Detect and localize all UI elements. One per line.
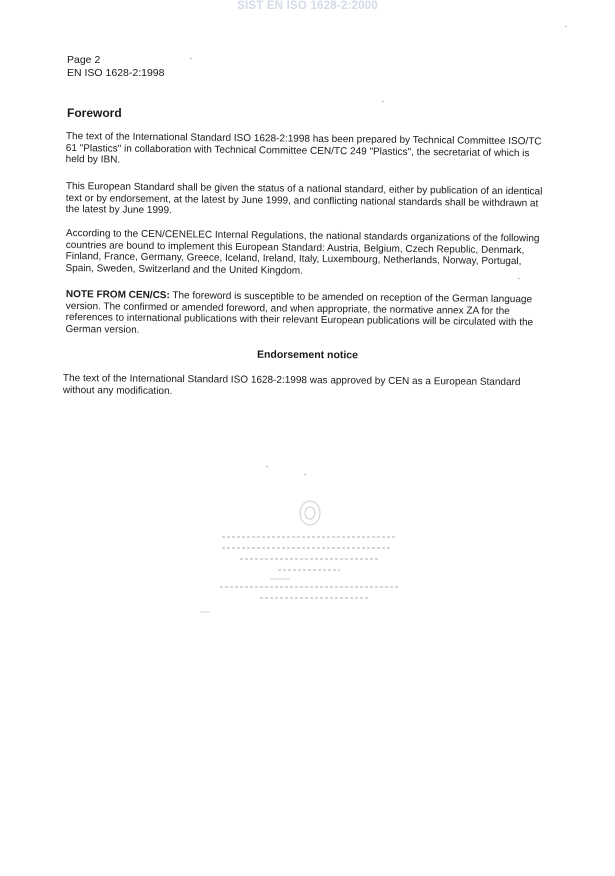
watermark: SIST EN ISO 1628-2:2000 xyxy=(237,0,378,12)
scan-speck xyxy=(304,474,306,475)
foreword-note xyxy=(65,289,545,341)
scan-speck xyxy=(565,26,567,27)
document-id: EN ISO 1628-2:1998 xyxy=(67,67,165,79)
foreword-heading: Foreword xyxy=(67,106,122,120)
endorsement-text: The text of the International Standard ISO 1628-2:1998 was approved by CEN as a European Standard without any modification. xyxy=(62,373,521,397)
page-header xyxy=(67,54,164,80)
scan-speck xyxy=(518,278,520,279)
note-label: NOTE FROM CEN/CS: xyxy=(65,289,170,302)
foreword-paragraph-1: The text of the International Standard ISO 1628-2:1998 has been prepared by Technical Committee ISO/TC 61 "Plastics" in collaboration with Technical Committee CEN/TC 249 "Plastics", the secretariat of which is held by IBN. xyxy=(65,131,542,166)
scan-speck xyxy=(382,101,384,102)
faded-stamp-image xyxy=(200,495,420,625)
foreword-paragraph-2: This European Standard shall be given the status of a national standard, either by publication of an identical text or by endorsement, at the latest by June 1999, and conflicting national standards shall be withdrawn at the latest by June 1999. xyxy=(65,181,543,217)
foreword-paragraph-3: According to the CEN/CENELEC Internal Regulations, the national standards organizations of the following countries are bound to implement this European Standard: Austria, Belgium, Czech Republic, Denmark, Finland, France, Germany, Greece, Iceland, Ireland, Italy, Luxembourg, Netherlands, Norway, Portugal, Spain, Sweden, Switzerland and the United Kingdom. xyxy=(65,228,540,277)
scan-speck xyxy=(266,466,268,467)
scan-speck xyxy=(190,58,192,59)
page-number: Page 2 xyxy=(67,54,101,66)
endorsement-heading: Endorsement notice xyxy=(257,348,358,362)
note-text: The foreword is susceptible to be amended on reception of the German language version. The confirmed or amended foreword, and when appropriate, the normative annex ZA for the references to international publications with their relevant European publications will be circulated with the German version. xyxy=(65,290,534,336)
